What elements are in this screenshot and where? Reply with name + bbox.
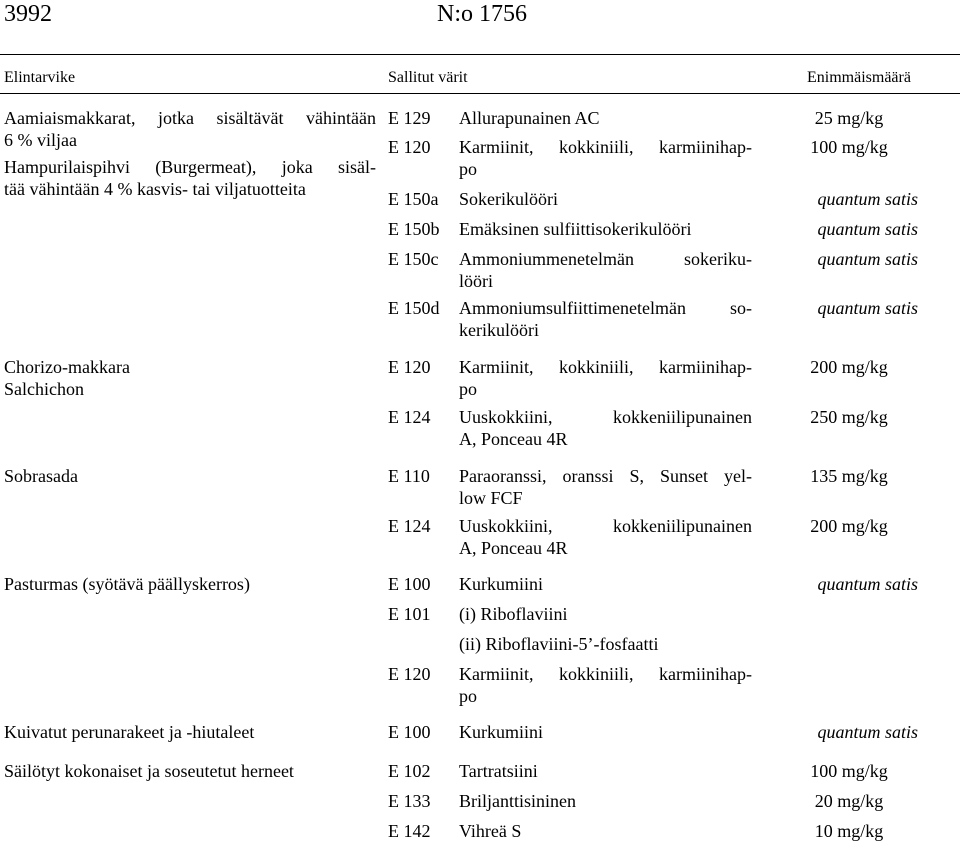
max-amount: 100 mg/kg [810, 761, 888, 781]
color-code: E 100 [388, 574, 431, 594]
color-name-line: Ammoniummenetelmän sokeriku- [459, 249, 752, 269]
column-header-colors: Sallitut värit [388, 69, 468, 86]
food-line: tää vähintään 4 % kasvis- tai viljatuotteita [4, 179, 306, 199]
color-name-line: Uuskokkiini, kokkeniilipunainen [459, 516, 752, 536]
color-name-line: (i) Riboflaviini [459, 604, 568, 624]
max-amount: quantum satis [817, 574, 918, 594]
color-name-line: Sokerikulööri [459, 189, 558, 209]
color-name-line: Karmiinit, kokkiniili, karmiinihap- [459, 137, 752, 157]
color-name-line: Briljanttisininen [459, 791, 576, 811]
food-item-breakfast-sausage [4, 107, 376, 151]
food-line: Chorizo-makkara [4, 357, 130, 377]
color-code: E 100 [388, 722, 431, 742]
color-name-line: po [459, 379, 477, 399]
color-name-line: A, Ponceau 4R [459, 538, 568, 558]
food-item-chorizo-salchichon [4, 356, 376, 400]
color-name [459, 188, 752, 210]
color-name-line: kerikulööri [459, 320, 539, 340]
color-name-line: Kurkumiini [459, 722, 543, 742]
color-code: E 120 [388, 137, 431, 157]
color-code: E 142 [388, 821, 431, 841]
color-name-line: Kurkumiini [459, 574, 543, 594]
color-name [459, 297, 752, 341]
color-name-line: Allurapunainen AC [459, 108, 600, 128]
color-code: E 101 [388, 604, 431, 624]
food-line: Salchichon [4, 379, 84, 399]
food-line: 6 % viljaa [4, 130, 77, 150]
max-amount: 25 mg/kg [814, 108, 884, 128]
color-name-line: Vihreä S [459, 821, 522, 841]
color-name [459, 721, 752, 743]
color-name [459, 573, 752, 595]
color-name [459, 603, 752, 625]
food-item-canned-peas [4, 760, 376, 782]
max-amount: 100 mg/kg [810, 137, 888, 157]
table-header-rule [0, 93, 960, 94]
color-name-line: Karmiinit, kokkiniili, karmiinihap- [459, 664, 752, 684]
color-name-line: lööri [459, 271, 493, 291]
max-amount: 135 mg/kg [810, 466, 888, 486]
color-name [459, 633, 752, 655]
color-name [459, 356, 752, 400]
food-line: Aamiaismakkarat, jotka sisältävät vähintään [4, 108, 376, 128]
food-line: Hampurilaispihvi (Burgermeat), joka sisäl- [4, 157, 376, 177]
food-line: Sobrasada [4, 466, 78, 486]
color-name [459, 515, 752, 559]
color-name [459, 248, 752, 292]
color-name [459, 790, 752, 812]
max-amount: quantum satis [817, 249, 918, 269]
max-amount: quantum satis [817, 722, 918, 742]
color-name-line: Karmiinit, kokkiniili, karmiinihap- [459, 357, 752, 377]
color-name [459, 760, 752, 782]
color-code: E 110 [388, 466, 430, 486]
color-code: E 150d [388, 298, 440, 318]
color-code: E 150b [388, 219, 440, 239]
max-amount: quantum satis [817, 189, 918, 209]
color-name [459, 107, 752, 129]
max-amount: 250 mg/kg [810, 407, 888, 427]
food-item-pasturmas [4, 573, 376, 595]
color-name-line: A, Ponceau 4R [459, 429, 568, 449]
max-amount: 200 mg/kg [810, 357, 888, 377]
color-name-line: (ii) Riboflaviini-5’-fosfaatti [459, 634, 659, 654]
color-code: E 102 [388, 761, 431, 781]
document-number: N:o 1756 [437, 1, 527, 27]
color-code: E 120 [388, 664, 431, 684]
column-header-max: Enimmäismäärä [807, 69, 911, 86]
color-code: E 120 [388, 357, 431, 377]
food-item-sobrasada [4, 465, 376, 487]
color-code: E 124 [388, 516, 431, 536]
food-line: Pasturmas (syötävä päällyskerros) [4, 574, 250, 594]
max-amount: 200 mg/kg [810, 516, 888, 536]
color-code: E 129 [388, 108, 431, 128]
color-name-line: Paraoranssi, oranssi S, Sunset yel- [459, 466, 752, 486]
color-name [459, 406, 752, 450]
color-name-line: low FCF [459, 488, 523, 508]
color-code: E 150a [388, 189, 439, 209]
color-name-line: Ammoniumsulfiittimenetelmän so- [459, 298, 752, 318]
color-code: E 150c [388, 249, 439, 269]
food-item-dried-potato [4, 721, 376, 743]
color-code: E 133 [388, 791, 431, 811]
color-name [459, 465, 752, 509]
food-item-burgermeat [4, 156, 376, 200]
food-line: Säilötyt kokonaiset ja soseutetut herneet [4, 761, 294, 781]
table-top-rule [0, 54, 960, 55]
color-name [459, 218, 752, 240]
food-line: Kuivatut perunarakeet ja -hiutaleet [4, 722, 255, 742]
color-name-line: Emäksinen sulfiittisokerikulööri [459, 219, 692, 239]
page-number: 3992 [4, 1, 52, 27]
page-header [0, 0, 960, 30]
color-name [459, 820, 752, 842]
color-code: E 124 [388, 407, 431, 427]
color-name-line: po [459, 686, 477, 706]
max-amount: quantum satis [817, 298, 918, 318]
color-name-line: Uuskokkiini, kokkeniilipunainen [459, 407, 752, 427]
color-name-line: po [459, 159, 477, 179]
color-name [459, 136, 752, 180]
max-amount: 10 mg/kg [814, 821, 884, 841]
color-name [459, 663, 752, 707]
column-header-food: Elintarvike [4, 69, 76, 86]
color-name-line: Tartratsiini [459, 761, 538, 781]
max-amount: 20 mg/kg [814, 791, 884, 811]
max-amount: quantum satis [817, 219, 918, 239]
